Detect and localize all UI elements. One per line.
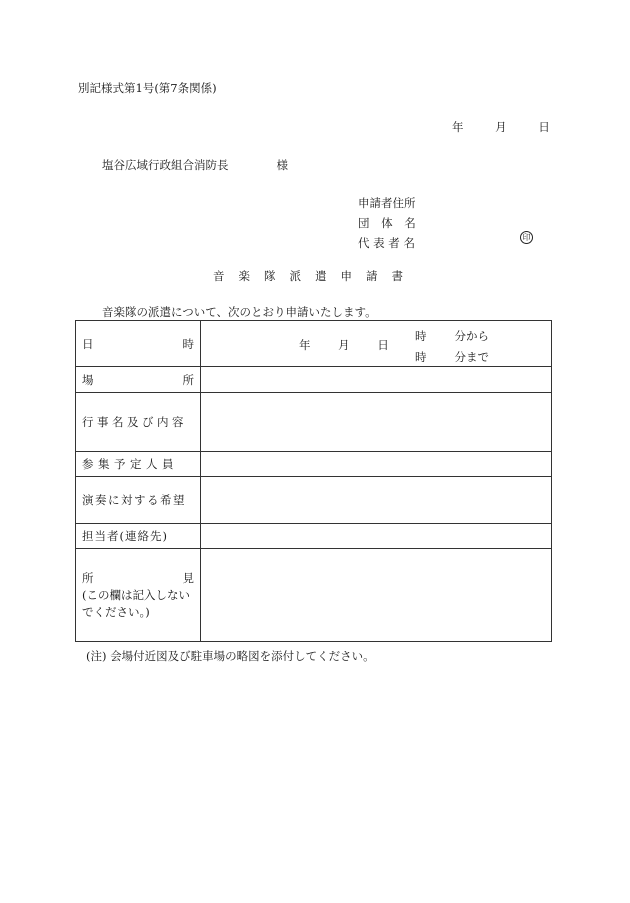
label-char: 場: [82, 372, 94, 387]
footnote: (注) 会場付近図及び駐車場の略図を添付してください。: [86, 649, 375, 663]
label-char: 時: [182, 336, 194, 351]
datetime-label: [76, 321, 201, 367]
table-row: [76, 452, 552, 477]
event-field[interactable]: [201, 393, 552, 452]
intro-text: 音楽隊の派遣について、次のとおり申請いたします。: [102, 305, 377, 319]
attendees-label-text: 参集予定人員: [82, 457, 178, 471]
table-row: [76, 477, 552, 524]
table-row: [76, 524, 552, 549]
applicant-block: [358, 193, 420, 253]
form-number-label: 別記様式第1号(第7条関係): [78, 81, 217, 95]
label-char: 所: [182, 372, 194, 387]
addressee: [102, 157, 288, 173]
event-month-label: 月: [338, 338, 350, 352]
year-label: 年: [452, 120, 464, 134]
addressee-name: 塩谷広域行政組合消防長: [102, 158, 229, 172]
event-year-label: 年: [299, 338, 311, 352]
end-minute-label: 分まで: [454, 350, 489, 364]
event-day-label: 日: [377, 338, 389, 352]
month-label: 月: [495, 120, 507, 134]
opinion-note: (この欄は記入しないでください。): [82, 587, 190, 619]
contact-field[interactable]: [201, 524, 552, 549]
addressee-honorific: 様: [276, 158, 288, 172]
label-char: 所: [82, 570, 94, 585]
contact-label-text: 担当者(連絡先): [82, 529, 168, 543]
table-row: [76, 367, 552, 393]
event-label-text: 行事名及び内容: [82, 415, 187, 429]
place-field[interactable]: [201, 367, 552, 393]
event-label: [76, 393, 201, 452]
attendees-label: [76, 452, 201, 477]
day-label: 日: [538, 120, 550, 134]
attendees-field[interactable]: [201, 452, 552, 477]
application-form-table: [75, 320, 552, 642]
request-label: [76, 477, 201, 524]
seal-mark-icon: 印: [520, 231, 533, 244]
table-row: [76, 549, 552, 642]
start-hour-label: 時: [415, 329, 427, 343]
opinion-label: [76, 549, 201, 642]
start-minute-label: 分から: [454, 329, 489, 343]
opinion-field: [201, 549, 552, 642]
table-row: [76, 321, 552, 367]
request-field[interactable]: [201, 477, 552, 524]
representative-label: 代 表 者 名: [358, 236, 415, 250]
request-label-text: 演奏に対する希望: [82, 493, 186, 507]
end-hour-label: 時: [415, 350, 427, 364]
table-row: [76, 393, 552, 452]
datetime-field[interactable]: [201, 321, 552, 367]
label-char: 日: [82, 336, 94, 351]
group-name-label: 団 体 名: [358, 216, 420, 230]
label-char: 見: [182, 570, 194, 585]
contact-label: [76, 524, 201, 549]
applicant-address-label: 申請者住所: [358, 196, 416, 210]
place-label: [76, 367, 201, 393]
submission-date: [452, 119, 550, 135]
document-title: 音楽隊派遣申請書: [213, 269, 417, 283]
